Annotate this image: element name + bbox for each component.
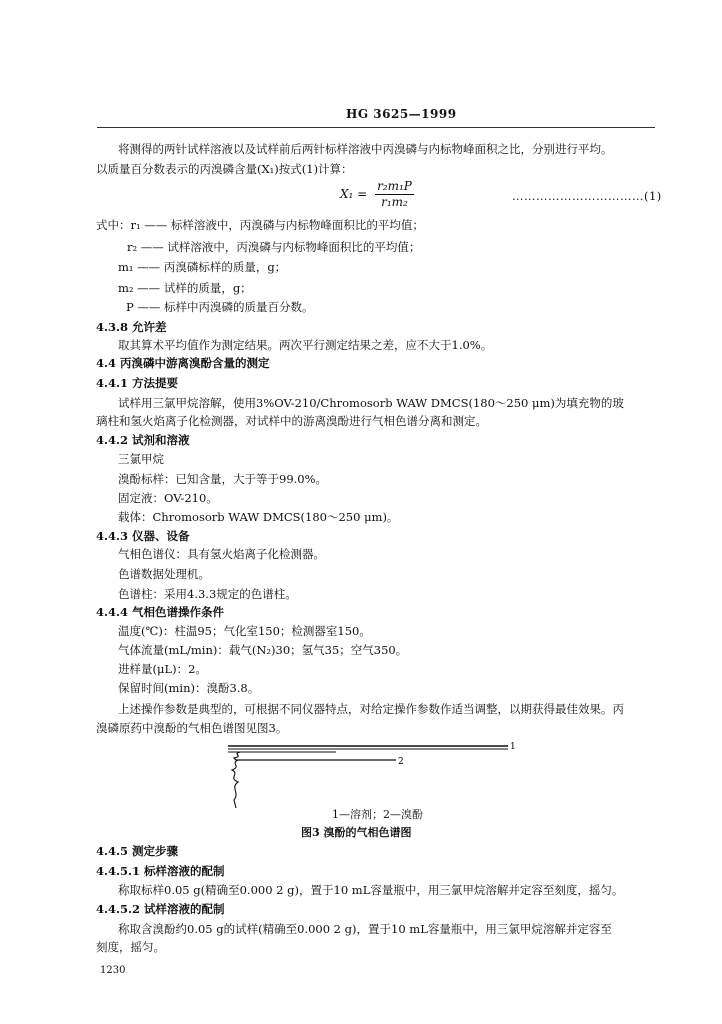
peak-2-line: [234, 752, 396, 760]
formula-1: [340, 179, 414, 210]
paragraph-line: 取其算术平均值作为测定结果。两次平行测定结果之差，应不大于1.0%。: [118, 338, 493, 352]
paragraph-line: 将测得的两针试样溶液以及试样前后两针标样溶液中丙溴磷与内标物峰面积之比，分别进行平均。: [118, 142, 613, 156]
list-item: 溴酚标样：已知含量，大于等于99.0%。: [118, 472, 328, 486]
list-item: 气相色谱仪：具有氢火焰离子化检测器。: [118, 547, 325, 561]
header-rule: [97, 127, 655, 128]
section-heading: 4.4.5.1 标样溶液的配制: [96, 864, 225, 878]
definition-line: P —— 标样中丙溴磷的质量百分数。: [126, 300, 314, 314]
section-heading: 4.4.2 试剂和溶液: [96, 433, 190, 447]
list-item: 气体流量(mL/min)：载气(N₂)30；氢气35；空气350。: [118, 643, 408, 657]
definition-line: r₂ —— 试样溶液中，丙溴磷与内标物峰面积比的平均值；: [127, 240, 421, 254]
section-heading: 4.3.8 允许差: [96, 320, 167, 334]
list-item: 固定液：OV-210。: [118, 491, 218, 505]
paragraph-line: 刻度，摇匀。: [96, 940, 165, 954]
paragraph-line: 璃柱和氢火焰离子化检测器，对试样中的游离溴酚进行气相色谱分离和测定。: [96, 414, 487, 428]
figure-caption: 图3 溴酚的气相色谱图: [301, 826, 412, 839]
section-heading: 4.4 丙溴磷中游离溴酚含量的测定: [96, 356, 270, 370]
section-heading: 4.4.3 仪器、设备: [96, 529, 190, 543]
paragraph-line: 试样用三氯甲烷溶解，使用3%OV-210/Chromosorb WAW DMCS(180～250 μm)为填充物的玻: [118, 396, 624, 410]
list-item: 载体：Chromosorb WAW DMCS(180～250 μm)。: [118, 510, 399, 524]
list-item: 三氯甲烷: [118, 452, 164, 466]
definition-line: m₂ —— 试样的质量，g；: [118, 281, 252, 295]
formula-fraction: [375, 179, 414, 210]
peak-1-label: 1: [510, 742, 516, 752]
list-item: 色谱柱：采用4.3.3规定的色谱柱。: [118, 587, 297, 601]
definition-line: 式中：r₁ —— 标样溶液中，丙溴磷与内标物峰面积比的平均值；: [96, 218, 424, 232]
definition-line: m₁ —— 丙溴磷标样的质量，g；: [118, 260, 287, 274]
paragraph-line: 称取含溴酚约0.05 g的试样(精确至0.000 2 g)，置于10 mL容量瓶中，用三氯甲烷溶解并定容至: [118, 922, 612, 936]
formula-numerator: r₂m₁P: [377, 179, 412, 193]
formula-lhs: X₁ =: [340, 187, 368, 201]
chromatogram-figure: [226, 740, 526, 812]
list-item: 色谱数据处理机。: [118, 567, 210, 581]
formula-denominator: r₁m₂: [381, 195, 408, 209]
baseline-trace: [232, 760, 238, 808]
list-item: 进样量(μL)：2。: [118, 662, 207, 676]
section-heading: 4.4.4 气相色谱操作条件: [96, 605, 225, 619]
equation-number: ……………………………(1): [512, 189, 662, 203]
paragraph-line: 称取标样0.05 g(精确至0.000 2 g)，置于10 mL容量瓶中，用三氯甲烷溶解并定容至刻度，摇匀。: [118, 883, 624, 897]
list-item: 温度(℃)：柱温95；气化室150；检测器室150。: [118, 624, 371, 638]
paragraph-line: 以质量百分数表示的丙溴磷含量(X₁)按式(1)计算：: [96, 162, 353, 176]
section-heading: 4.4.5.2 试样溶液的配制: [96, 902, 225, 916]
peak-2-label: 2: [398, 757, 404, 767]
figure-legend: 1—溶剂；2—溴酚: [332, 808, 423, 821]
page-number: 1230: [100, 965, 126, 976]
list-item: 保留时间(min)：溴酚3.8。: [118, 681, 260, 695]
paragraph-line: 上述操作参数是典型的，可根据不同仪器特点，对给定操作参数作适当调整，以期获得最佳效果。丙: [118, 702, 624, 716]
page-header: HG 3625—1999: [346, 107, 457, 121]
section-heading: 4.4.1 方法提要: [96, 376, 179, 390]
paragraph-line: 溴磷原药中溴酚的气相色谱图见图3。: [96, 721, 288, 735]
section-heading: 4.4.5 测定步骤: [96, 844, 179, 858]
